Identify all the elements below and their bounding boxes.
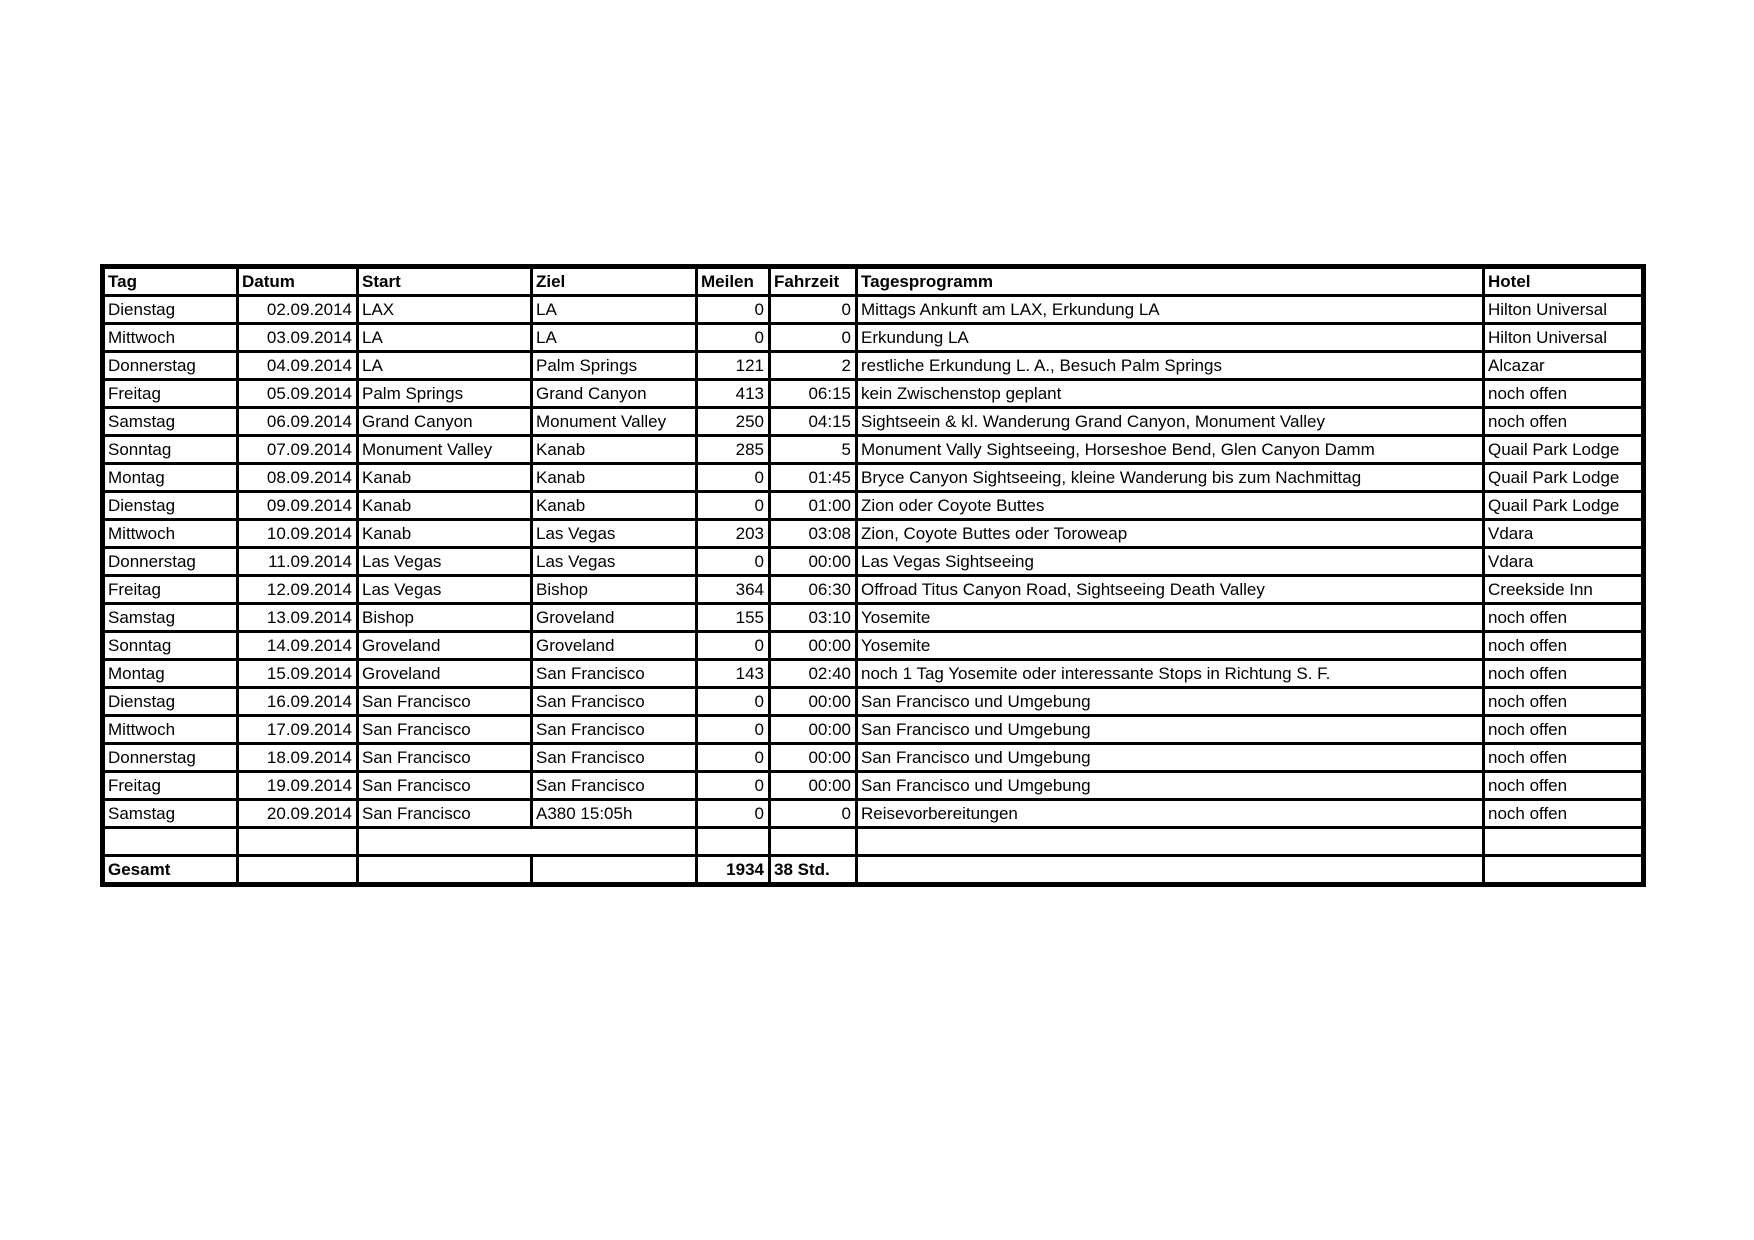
cell-tagesprogramm: noch 1 Tag Yosemite oder interessante Stops in Richtung S. F. <box>857 660 1484 688</box>
cell-hotel: noch offen <box>1484 632 1644 660</box>
cell-datum: 12.09.2014 <box>238 576 358 604</box>
cell-tagesprogramm: San Francisco und Umgebung <box>857 716 1484 744</box>
table-row <box>103 436 1644 464</box>
empty-cell <box>238 856 358 885</box>
column-header-tagesprogramm: Tagesprogramm <box>857 267 1484 296</box>
cell-start: San Francisco <box>358 744 532 772</box>
cell-start: Groveland <box>358 660 532 688</box>
cell-tagesprogramm: Zion oder Coyote Buttes <box>857 492 1484 520</box>
empty-cell <box>532 856 697 885</box>
cell-hotel: Vdara <box>1484 548 1644 576</box>
cell-tagesprogramm: Reisevorbereitungen <box>857 800 1484 828</box>
cell-ziel: Kanab <box>532 464 697 492</box>
table-row <box>103 688 1644 716</box>
cell-tagesprogramm: kein Zwischenstop geplant <box>857 380 1484 408</box>
cell-meilen: 0 <box>697 744 770 772</box>
cell-ziel: Palm Springs <box>532 352 697 380</box>
table-row <box>103 464 1644 492</box>
cell-fahrzeit: 0 <box>770 324 857 352</box>
empty-cell <box>238 828 358 856</box>
cell-tagesprogramm: Bryce Canyon Sightseeing, kleine Wanderung bis zum Nachmittag <box>857 464 1484 492</box>
cell-tag: Montag <box>103 660 238 688</box>
cell-tagesprogramm: Sightseein & kl. Wanderung Grand Canyon, Monument Valley <box>857 408 1484 436</box>
cell-datum: 11.09.2014 <box>238 548 358 576</box>
cell-tag: Dienstag <box>103 688 238 716</box>
cell-ziel: Bishop <box>532 576 697 604</box>
cell-ziel: San Francisco <box>532 660 697 688</box>
cell-meilen: 143 <box>697 660 770 688</box>
cell-tag: Donnerstag <box>103 352 238 380</box>
cell-fahrzeit: 2 <box>770 352 857 380</box>
empty-cell <box>358 856 532 885</box>
cell-ziel: Kanab <box>532 492 697 520</box>
cell-hotel: Hilton Universal <box>1484 324 1644 352</box>
cell-tag: Mittwoch <box>103 324 238 352</box>
cell-hotel: noch offen <box>1484 800 1644 828</box>
cell-tag: Montag <box>103 464 238 492</box>
column-header-meilen: Meilen <box>697 267 770 296</box>
table-row <box>103 632 1644 660</box>
column-header-ziel: Ziel <box>532 267 697 296</box>
cell-datum: 09.09.2014 <box>238 492 358 520</box>
cell-hotel: Vdara <box>1484 520 1644 548</box>
cell-tag: Sonntag <box>103 632 238 660</box>
cell-tag: Donnerstag <box>103 744 238 772</box>
cell-fahrzeit: 5 <box>770 436 857 464</box>
header-row <box>103 267 1644 296</box>
cell-tagesprogramm: San Francisco und Umgebung <box>857 744 1484 772</box>
total-fahrzeit: 38 Std. <box>770 856 857 885</box>
cell-datum: 08.09.2014 <box>238 464 358 492</box>
column-header-start: Start <box>358 267 532 296</box>
cell-meilen: 0 <box>697 716 770 744</box>
cell-datum: 19.09.2014 <box>238 772 358 800</box>
empty-cell <box>697 828 770 856</box>
cell-meilen: 0 <box>697 548 770 576</box>
cell-hotel: noch offen <box>1484 772 1644 800</box>
cell-start: San Francisco <box>358 800 532 828</box>
cell-fahrzeit: 06:15 <box>770 380 857 408</box>
cell-ziel: LA <box>532 296 697 324</box>
cell-start: Groveland <box>358 632 532 660</box>
cell-hotel: noch offen <box>1484 604 1644 632</box>
cell-fahrzeit: 03:08 <box>770 520 857 548</box>
cell-ziel: Las Vegas <box>532 520 697 548</box>
column-header-tag: Tag <box>103 267 238 296</box>
cell-datum: 15.09.2014 <box>238 660 358 688</box>
table-row <box>103 660 1644 688</box>
cell-meilen: 0 <box>697 464 770 492</box>
table-row <box>103 716 1644 744</box>
cell-fahrzeit: 00:00 <box>770 548 857 576</box>
cell-tag: Sonntag <box>103 436 238 464</box>
empty-cell <box>358 828 697 856</box>
cell-meilen: 0 <box>697 324 770 352</box>
cell-fahrzeit: 0 <box>770 296 857 324</box>
cell-start: Palm Springs <box>358 380 532 408</box>
table-row <box>103 604 1644 632</box>
cell-tag: Freitag <box>103 576 238 604</box>
cell-fahrzeit: 04:15 <box>770 408 857 436</box>
cell-ziel: San Francisco <box>532 716 697 744</box>
column-header-hotel: Hotel <box>1484 267 1644 296</box>
cell-tag: Mittwoch <box>103 716 238 744</box>
cell-start: Kanab <box>358 464 532 492</box>
cell-meilen: 121 <box>697 352 770 380</box>
cell-start: Bishop <box>358 604 532 632</box>
cell-hotel: Alcazar <box>1484 352 1644 380</box>
cell-meilen: 285 <box>697 436 770 464</box>
cell-ziel: San Francisco <box>532 744 697 772</box>
cell-hotel: noch offen <box>1484 408 1644 436</box>
table-row <box>103 800 1644 828</box>
cell-tag: Samstag <box>103 800 238 828</box>
cell-hotel: Quail Park Lodge <box>1484 464 1644 492</box>
cell-meilen: 0 <box>697 800 770 828</box>
cell-tagesprogramm: Zion, Coyote Buttes oder Toroweap <box>857 520 1484 548</box>
cell-start: Kanab <box>358 492 532 520</box>
cell-tagesprogramm: Offroad Titus Canyon Road, Sightseeing Death Valley <box>857 576 1484 604</box>
cell-tagesprogramm: San Francisco und Umgebung <box>857 688 1484 716</box>
table-row <box>103 296 1644 324</box>
spacer-row <box>103 828 1644 856</box>
cell-meilen: 0 <box>697 296 770 324</box>
cell-fahrzeit: 00:00 <box>770 688 857 716</box>
cell-hotel: noch offen <box>1484 660 1644 688</box>
table-row <box>103 408 1644 436</box>
cell-hotel: noch offen <box>1484 744 1644 772</box>
cell-hotel: Creekside Inn <box>1484 576 1644 604</box>
cell-fahrzeit: 02:40 <box>770 660 857 688</box>
cell-ziel: Groveland <box>532 604 697 632</box>
cell-datum: 10.09.2014 <box>238 520 358 548</box>
total-meilen: 1934 <box>697 856 770 885</box>
cell-tagesprogramm: Yosemite <box>857 632 1484 660</box>
cell-start: San Francisco <box>358 688 532 716</box>
table-row <box>103 772 1644 800</box>
cell-tag: Donnerstag <box>103 548 238 576</box>
cell-datum: 20.09.2014 <box>238 800 358 828</box>
cell-tag: Dienstag <box>103 492 238 520</box>
cell-datum: 03.09.2014 <box>238 324 358 352</box>
cell-meilen: 0 <box>697 688 770 716</box>
cell-tag: Samstag <box>103 408 238 436</box>
empty-cell <box>857 828 1484 856</box>
cell-start: Las Vegas <box>358 576 532 604</box>
cell-ziel: Grand Canyon <box>532 380 697 408</box>
cell-ziel: Monument Valley <box>532 408 697 436</box>
cell-tag: Freitag <box>103 380 238 408</box>
cell-meilen: 413 <box>697 380 770 408</box>
cell-datum: 07.09.2014 <box>238 436 358 464</box>
cell-meilen: 364 <box>697 576 770 604</box>
cell-hotel: Quail Park Lodge <box>1484 436 1644 464</box>
cell-meilen: 0 <box>697 772 770 800</box>
table-row <box>103 380 1644 408</box>
cell-tagesprogramm: restliche Erkundung L. A., Besuch Palm Springs <box>857 352 1484 380</box>
cell-datum: 02.09.2014 <box>238 296 358 324</box>
cell-datum: 04.09.2014 <box>238 352 358 380</box>
table-row <box>103 492 1644 520</box>
cell-ziel: LA <box>532 324 697 352</box>
cell-meilen: 0 <box>697 632 770 660</box>
cell-fahrzeit: 00:00 <box>770 772 857 800</box>
total-row <box>103 856 1644 885</box>
column-header-fahrzeit: Fahrzeit <box>770 267 857 296</box>
cell-fahrzeit: 01:00 <box>770 492 857 520</box>
cell-tag: Freitag <box>103 772 238 800</box>
cell-ziel: San Francisco <box>532 772 697 800</box>
cell-tag: Samstag <box>103 604 238 632</box>
cell-tagesprogramm: Mittags Ankunft am LAX, Erkundung LA <box>857 296 1484 324</box>
empty-cell <box>857 856 1484 885</box>
empty-cell <box>1484 856 1644 885</box>
cell-hotel: noch offen <box>1484 688 1644 716</box>
cell-datum: 06.09.2014 <box>238 408 358 436</box>
cell-fahrzeit: 01:45 <box>770 464 857 492</box>
table-row <box>103 548 1644 576</box>
empty-cell <box>770 828 857 856</box>
cell-datum: 05.09.2014 <box>238 380 358 408</box>
cell-ziel: San Francisco <box>532 688 697 716</box>
cell-meilen: 203 <box>697 520 770 548</box>
total-label: Gesamt <box>103 856 238 885</box>
cell-datum: 14.09.2014 <box>238 632 358 660</box>
cell-tag: Dienstag <box>103 296 238 324</box>
cell-ziel: Las Vegas <box>532 548 697 576</box>
cell-start: San Francisco <box>358 716 532 744</box>
cell-hotel: Quail Park Lodge <box>1484 492 1644 520</box>
cell-start: Las Vegas <box>358 548 532 576</box>
cell-datum: 18.09.2014 <box>238 744 358 772</box>
cell-tagesprogramm: Monument Vally Sightseeing, Horseshoe Bend, Glen Canyon Damm <box>857 436 1484 464</box>
cell-fahrzeit: 03:10 <box>770 604 857 632</box>
itinerary-table <box>100 264 1646 887</box>
table-row <box>103 520 1644 548</box>
cell-fahrzeit: 00:00 <box>770 632 857 660</box>
cell-start: Kanab <box>358 520 532 548</box>
table-row <box>103 352 1644 380</box>
table-body <box>103 296 1644 828</box>
cell-fahrzeit: 06:30 <box>770 576 857 604</box>
cell-hotel: Hilton Universal <box>1484 296 1644 324</box>
cell-tagesprogramm: San Francisco und Umgebung <box>857 772 1484 800</box>
cell-meilen: 0 <box>697 492 770 520</box>
cell-hotel: noch offen <box>1484 380 1644 408</box>
cell-tag: Mittwoch <box>103 520 238 548</box>
table-row <box>103 324 1644 352</box>
cell-tagesprogramm: Erkundung LA <box>857 324 1484 352</box>
cell-start: Grand Canyon <box>358 408 532 436</box>
cell-datum: 13.09.2014 <box>238 604 358 632</box>
cell-start: LA <box>358 324 532 352</box>
cell-datum: 16.09.2014 <box>238 688 358 716</box>
cell-tagesprogramm: Las Vegas Sightseeing <box>857 548 1484 576</box>
cell-datum: 17.09.2014 <box>238 716 358 744</box>
cell-start: LA <box>358 352 532 380</box>
cell-tagesprogramm: Yosemite <box>857 604 1484 632</box>
cell-meilen: 155 <box>697 604 770 632</box>
empty-cell <box>103 828 238 856</box>
column-header-datum: Datum <box>238 267 358 296</box>
cell-ziel: A380 15:05h <box>532 800 697 828</box>
table-row <box>103 744 1644 772</box>
cell-hotel: noch offen <box>1484 716 1644 744</box>
cell-ziel: Kanab <box>532 436 697 464</box>
cell-start: San Francisco <box>358 772 532 800</box>
cell-start: Monument Valley <box>358 436 532 464</box>
empty-cell <box>1484 828 1644 856</box>
cell-ziel: Groveland <box>532 632 697 660</box>
cell-fahrzeit: 0 <box>770 800 857 828</box>
cell-fahrzeit: 00:00 <box>770 744 857 772</box>
cell-meilen: 250 <box>697 408 770 436</box>
cell-start: LAX <box>358 296 532 324</box>
cell-fahrzeit: 00:00 <box>770 716 857 744</box>
table-row <box>103 576 1644 604</box>
